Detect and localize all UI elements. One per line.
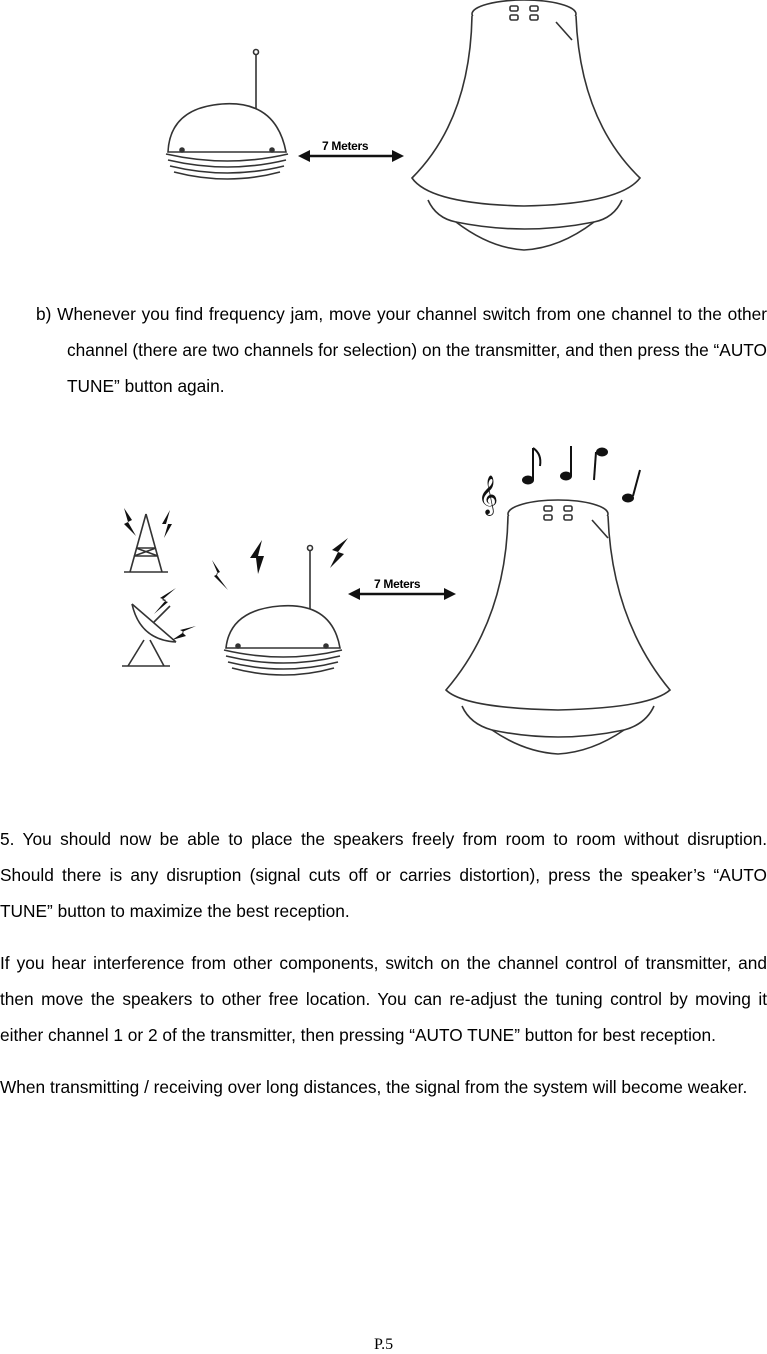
speaker-body: [446, 516, 670, 710]
lightning-icon: [330, 538, 348, 568]
transmitter-dome: [226, 606, 340, 648]
lightning-icon: [172, 626, 196, 640]
speaker-base: [462, 706, 654, 754]
satellite-dish-icon: [122, 604, 176, 666]
radio-tower-icon: [124, 514, 168, 572]
lightning-icon: [162, 510, 172, 538]
lightning-icon: [212, 560, 228, 590]
figure-transmitter-speaker-distance: [0, 0, 767, 262]
lightning-icon: [124, 508, 136, 536]
step-b-text: b) Whenever you find frequency jam, move your channel switch from one channel to the other channel (there are two channels for selection) on the transmitter, and then press the “AUTO TUNE” button again.: [36, 304, 767, 396]
speaker-base: [428, 200, 622, 250]
interference-text: If you hear interference from other components, switch on the channel control of transmitter, and then move the speakers to other free location. You can re-adjust the tuning control by moving it either channel 1 or 2 of the transmitter, then pressing “AUTO TUNE” button for best reception.: [0, 953, 767, 1045]
figure-2-drawing: [0, 430, 767, 770]
figure-frequency-jam: [0, 430, 767, 770]
figure-1-drawing: [0, 0, 767, 262]
distance-label: 7 Meters: [322, 139, 369, 153]
treble-clef-icon: 𝄞: [478, 475, 499, 515]
speaker-body: [412, 16, 640, 206]
transmitter-base-line: [166, 154, 288, 161]
antenna-tip: [254, 50, 259, 55]
distance-label: 7 Meters: [374, 577, 421, 591]
step-5-text: 5. You should now be able to place the speakers freely from room to room without disruption. Should there is any disruption (signal cuts off or carries distortion), press the speaker’s “AUTO TUNE” button to maximize the best reception.: [0, 829, 767, 921]
transmitter-dome: [168, 104, 286, 152]
music-note-icon: [622, 494, 634, 503]
distance-warning-text: When transmitting / receiving over long distances, the signal from the system will become weaker.: [0, 1077, 748, 1097]
music-note-icon: [596, 448, 608, 457]
page-number: P.5: [373, 1336, 394, 1353]
lightning-icon: [250, 540, 264, 574]
